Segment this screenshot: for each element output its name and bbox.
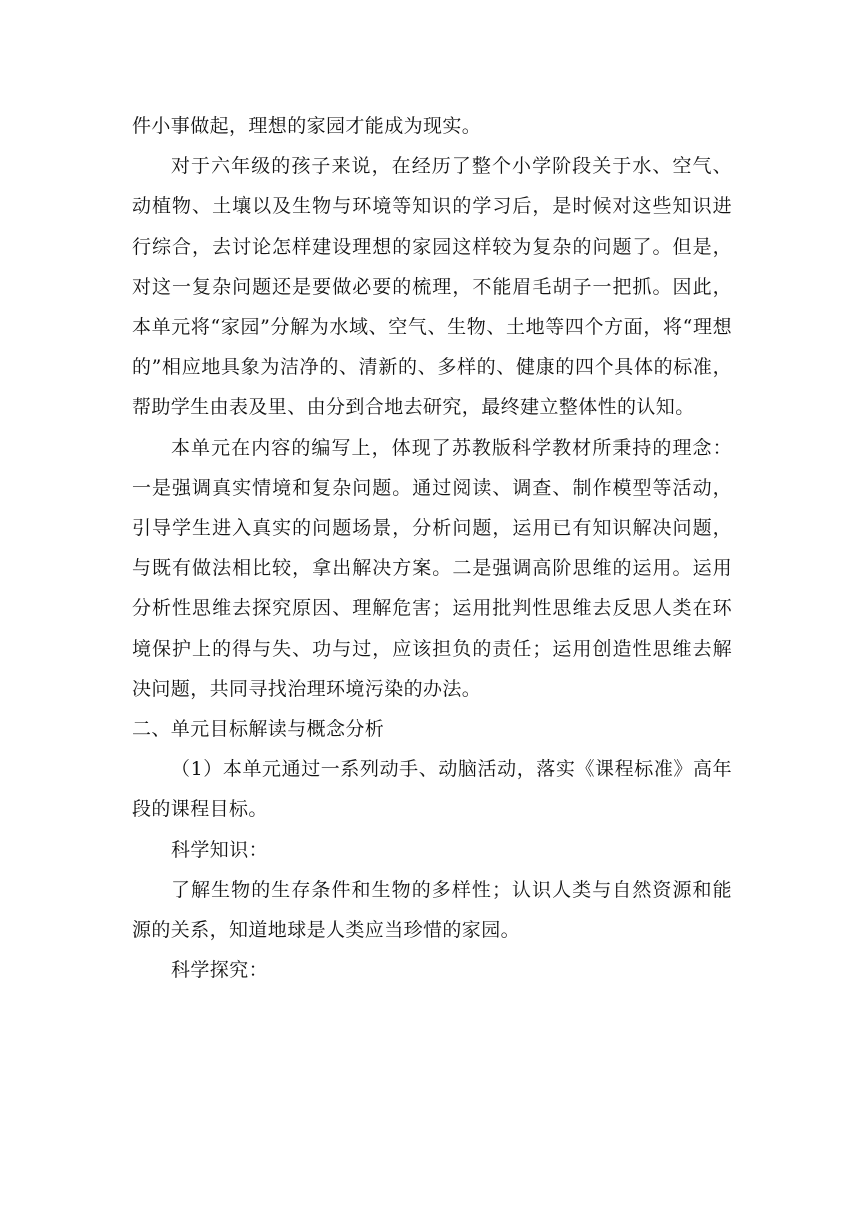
paragraph-goal-intro: （1）本单元通过一系列动手、动脑活动，落实《课程标准》高年段的课程目标。 <box>132 758 732 821</box>
subheading-science-knowledge: 科学知识： <box>171 838 269 861</box>
document-page <box>132 106 732 990</box>
paragraph-unit-overview: 对于六年级的孩子来说，在经历了整个小学阶段关于水、空气、动植物、土壤以及生物与环境等知识的学习后，是时候对这些知识进行综合，去讨论怎样建设理想的家园这样较为复杂的问题了。但是，对这一复杂问题还是要做必要的梳理，不能眉毛胡子一把抓。因此，本单元将“家园”分解为水域、空气、生物、土地等四个方面，将“理想的”相应地具象为洁净的、清新的、多样的、健康的四个具体的标准，帮助学生由表及里、由分到合地去研究，最终建立整体性的认知。 <box>132 155 732 419</box>
subheading-science-inquiry: 科学探究： <box>171 959 269 982</box>
paragraph-unit-concepts: 本单元在内容的编写上，体现了苏教版科学教材所秉持的理念：一是强调真实情境和复杂问题。通过阅读、调查、制作模型等活动，引导学生进入真实的问题场景，分析问题，运用已有知识解决问题，与既有做法相比较，拿出解决方案。二是强调高阶思维的运用。运用分析性思维去探究原因、理解危害；运用批判性思维去反思人类在环境保护上的得与失、功与过，应该担负的责任；运用创造性思维去解决问题，共同寻找治理环境污染的办法。 <box>132 436 732 700</box>
section-heading: 二、单元目标解读与概念分析 <box>132 718 385 741</box>
paragraph-science-knowledge: 了解生物的生存条件和生物的多样性；认识人类与自然资源和能源的关系，知道地球是人类应当珍惜的家园。 <box>132 878 732 942</box>
paragraph-continuation: 件小事做起，理想的家园才能成为现实。 <box>132 115 482 137</box>
